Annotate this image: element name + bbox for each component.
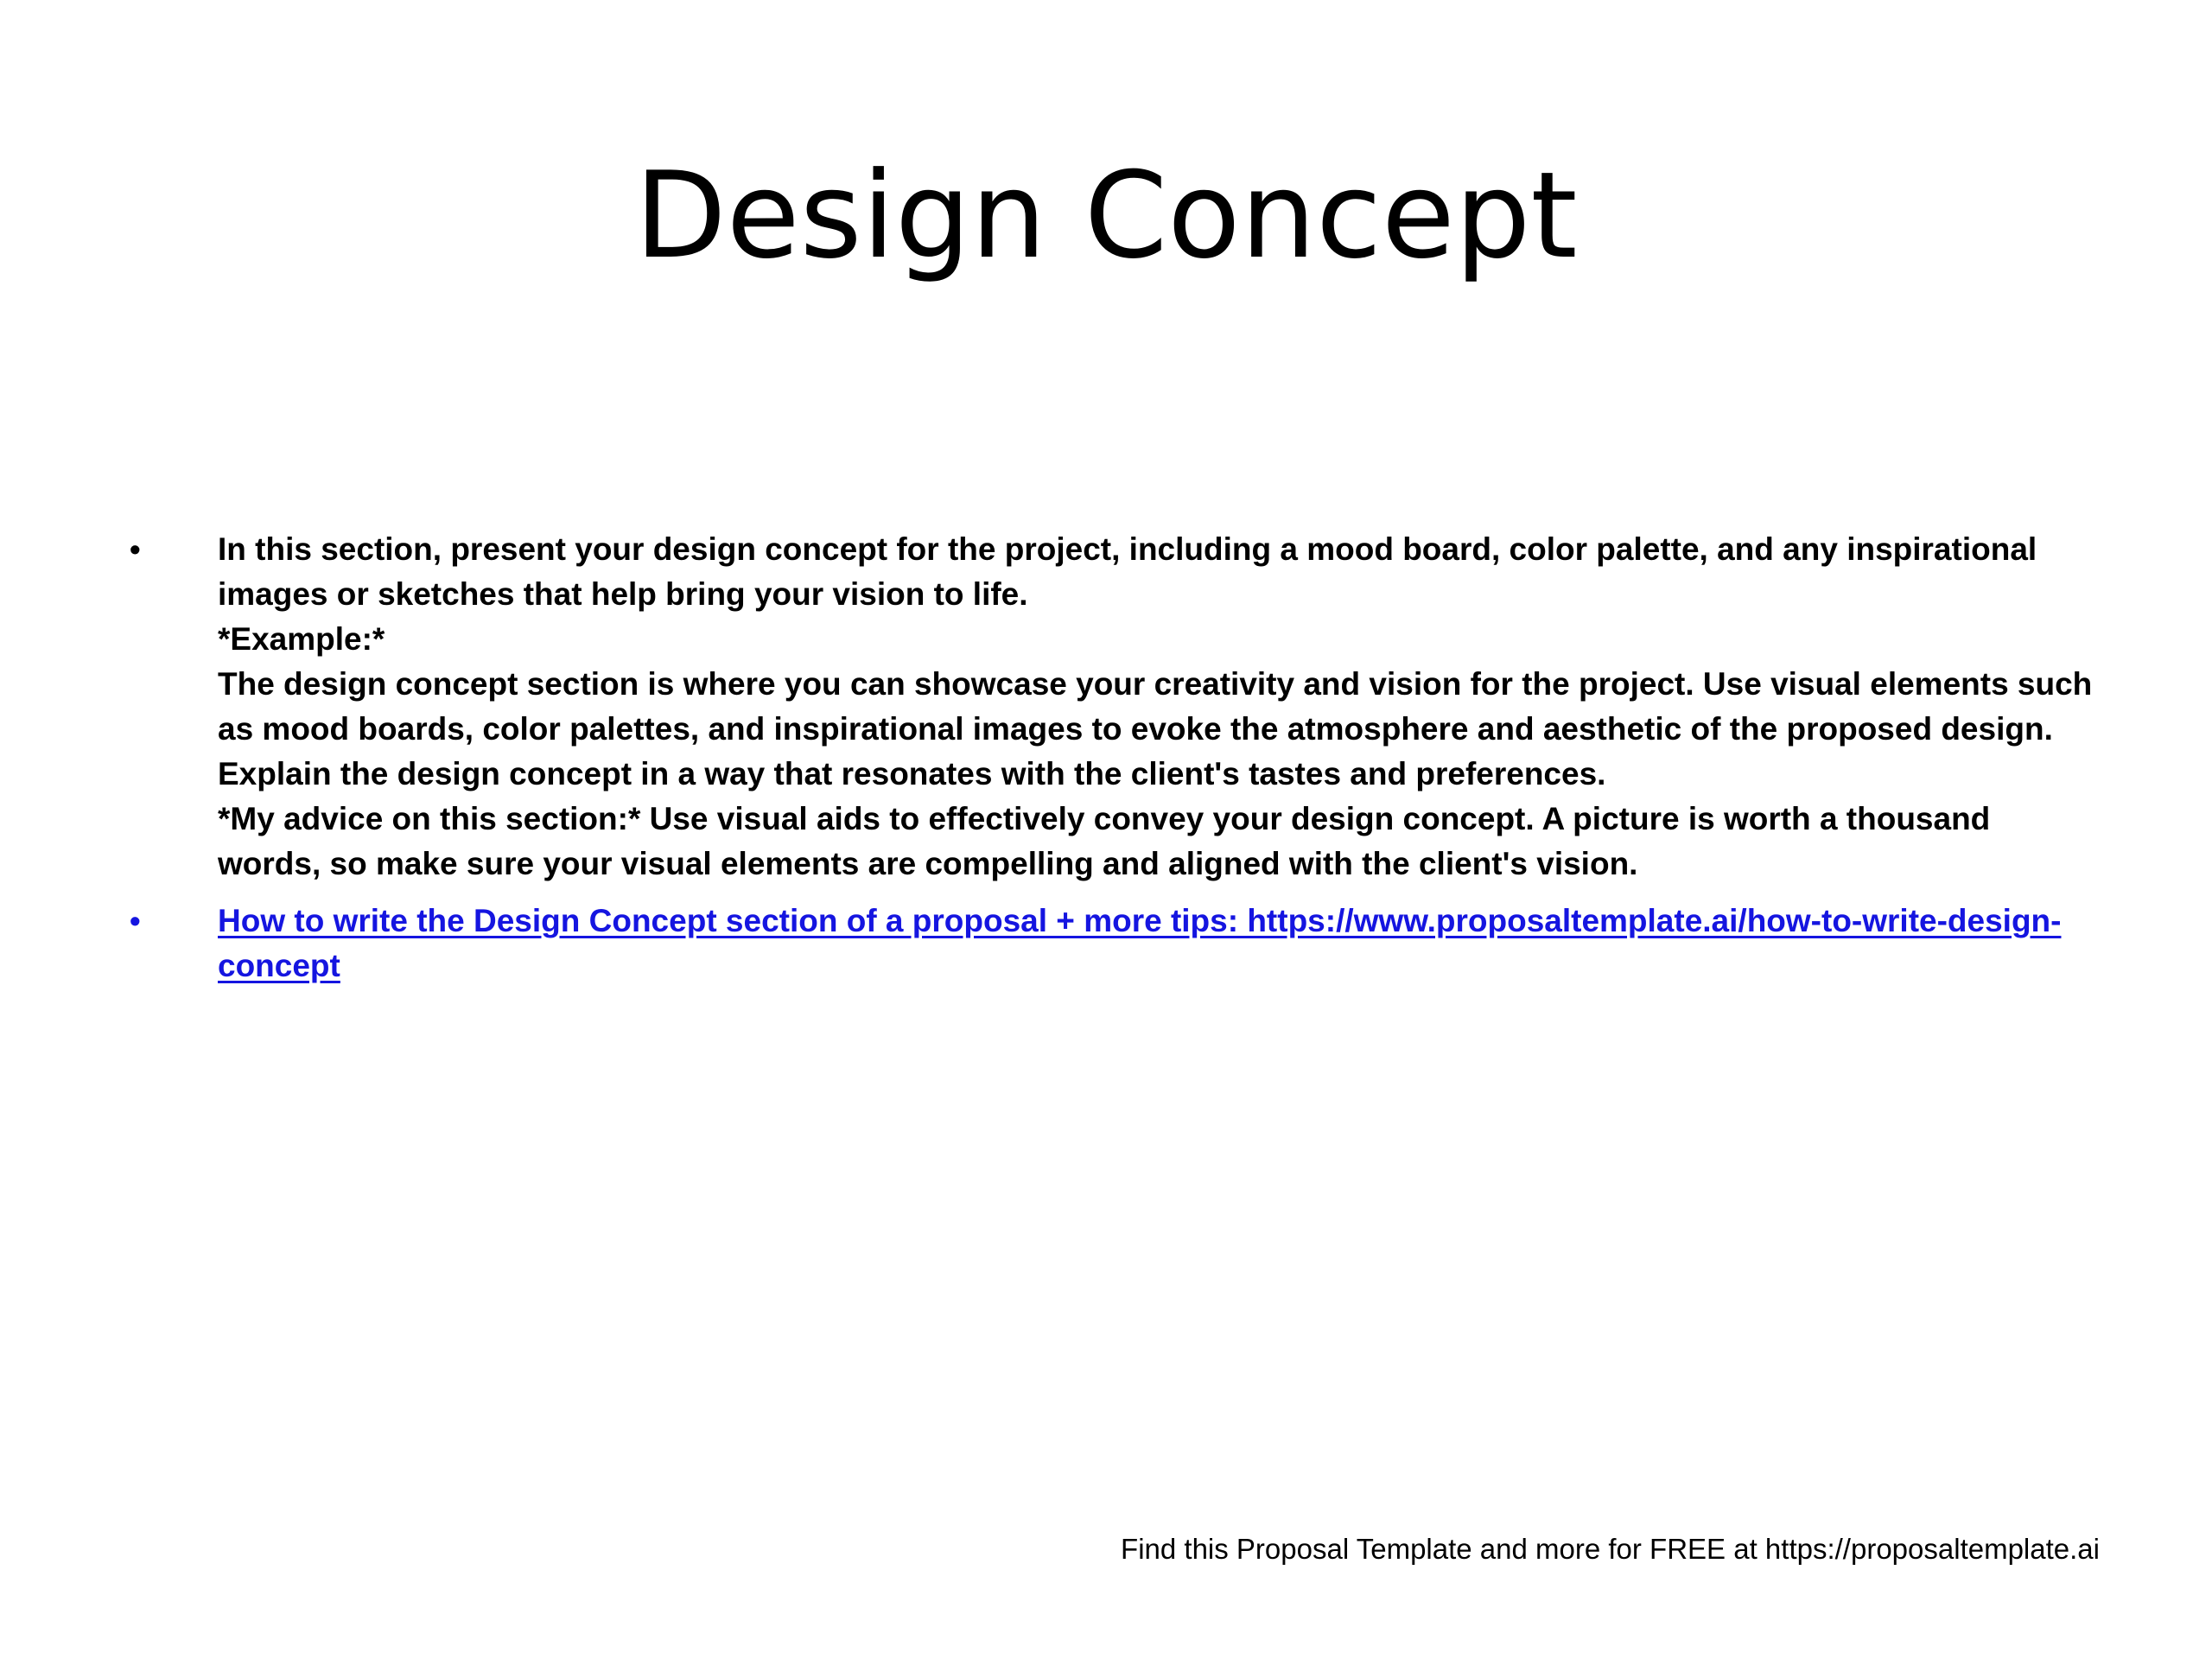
bullet-item-tips-link: [0, 899, 2212, 988]
bullet-content: [218, 899, 2101, 988]
bullet-line-advice: *My advice on this section:* Use visual aids to effectively convey your design concept. A picture is worth a thousand words, so make sure your visual elements are compelling and aligned with the client's vision.: [218, 801, 1991, 881]
bullet-dot-icon: •: [130, 903, 141, 938]
bullet-list: [0, 527, 2212, 1001]
bullet-dot-icon: •: [130, 531, 141, 567]
bullet-item-section-description: [0, 527, 2212, 887]
bullet-line-intro: In this section, present your design concept for the project, including a mood board, color palette, and any inspirational images or sketches that help bring your vision to life.: [218, 531, 2037, 612]
bullet-line-example-text: The design concept section is where you can showcase your creativity and vision for the project. Use visual elements such as mood boards, color palettes, and inspirational images to evoke the atmosphere and aesthetic of the proposed design. Explain the design concept in a way that resonates with the client's tastes and preferences.: [218, 666, 2093, 791]
bullet-content: [218, 527, 2101, 887]
tips-link[interactable]: How to write the Design Concept section of a proposal + more tips: https://www.proposaltemplate.ai/how-to-write-design-concept: [218, 903, 2062, 983]
slide-title: Design Concept: [634, 146, 1578, 285]
bullet-line-example-label: *Example:*: [218, 621, 385, 657]
footer-note: Find this Proposal Template and more for FREE at https://proposaltemplate.ai: [1121, 1533, 2100, 1565]
